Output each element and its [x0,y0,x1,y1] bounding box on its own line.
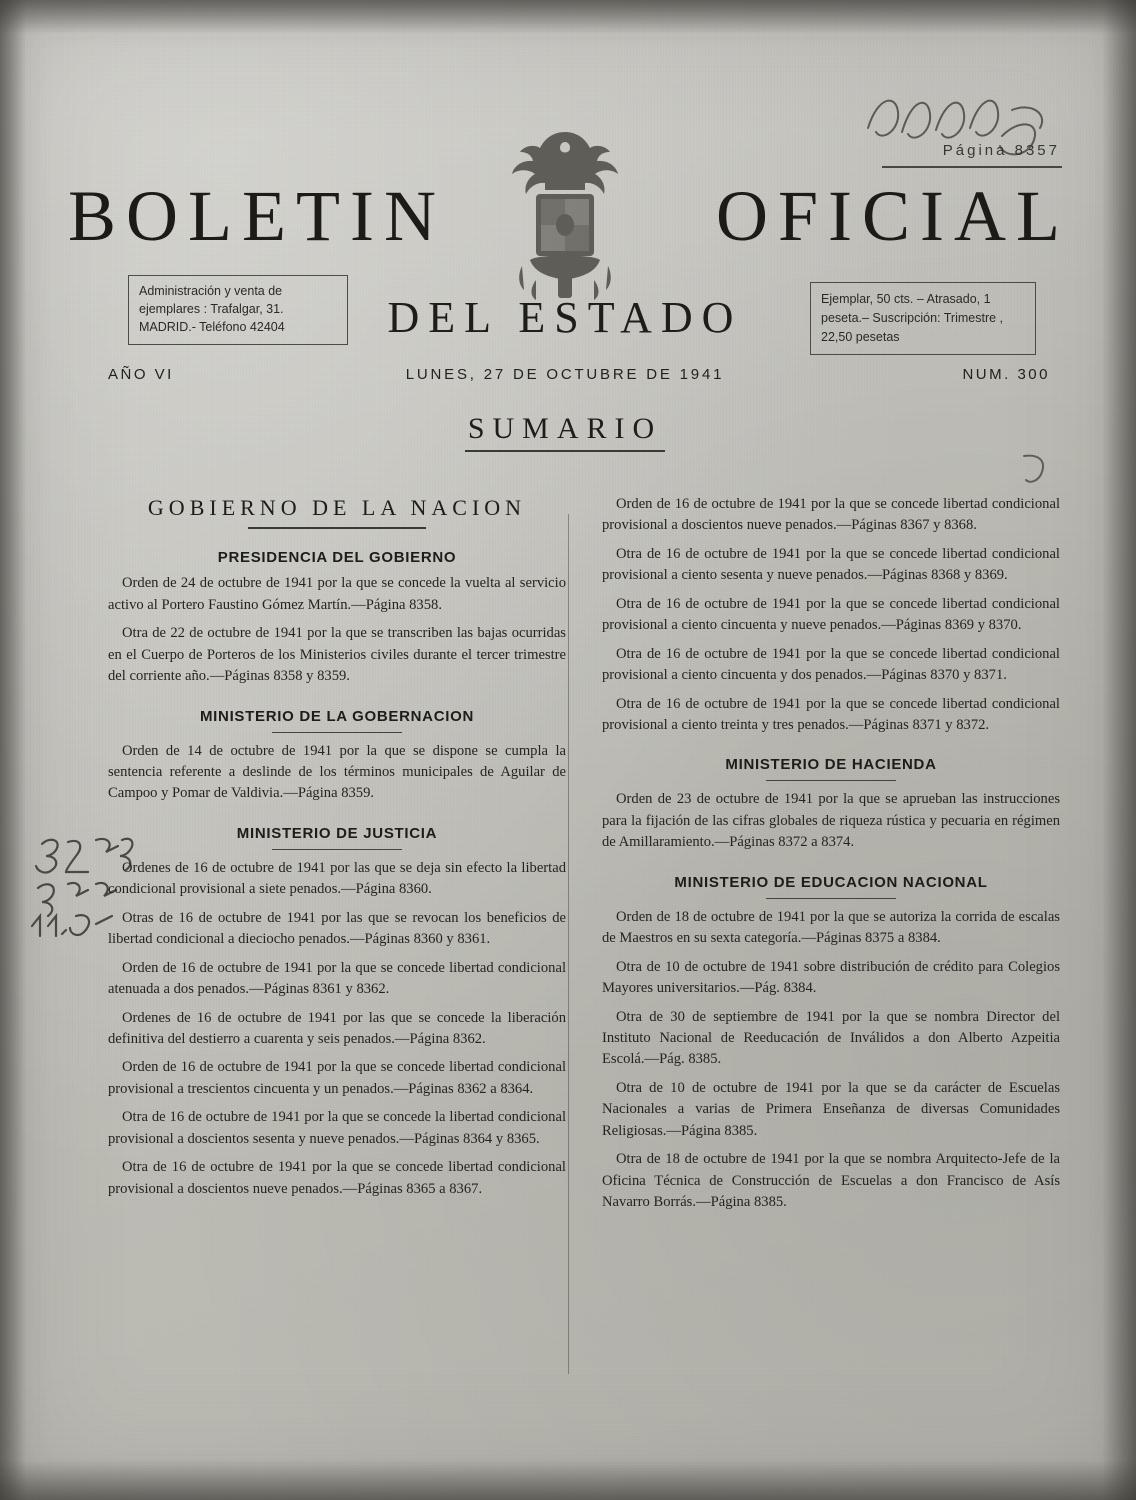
ministry-heading-educacion: MINISTERIO DE EDUCACION NACIONAL [674,873,988,891]
issue-info-row [60,366,1070,392]
left-column [106,492,568,1207]
masthead-title-left: BOLETIN [68,176,446,256]
masthead [60,30,1070,390]
summary-columns [60,492,1070,1432]
summary-entry[interactable]: Otra de 18 de octubre de 1941 por la que se nombra Arquitecto-Jefe de la Oficina Técnica de Construcción de Escuelas a don Francisco de Asís Navarro Borrás.—Página 8385. [602,1151,1060,1211]
masthead-subtitle: DEL ESTADO [387,293,743,342]
summary-entry[interactable]: Orden de 16 de octubre de 1941 por la que se concede libertad condicional provisional a doscientos nueve penados.—Páginas 8367 y 8368. [602,496,1060,534]
summary-entry[interactable]: Otras de 16 de octubre de 1941 por las que se revocan los beneficios de libertad condicional a dieciocho penados.—Páginas 8360 y 8361. [108,909,566,948]
summary-entry[interactable]: Otra de 22 de octubre de 1941 por la que se transcriben las bajas ocurridas en el Cuerpo de Porteros de los Ministerios civiles durante el tercer trimestre del corriente año.—Páginas 8358 y 8359. [108,625,566,685]
summary-entry[interactable]: Orden de 14 de octubre de 1941 por la que se dispone se cumpla la sentencia referente a deslinde de los términos municipales de Aguilar de Campoo y Pomar de Valdivia.—Página 8359. [108,742,566,802]
page-number-label: Página 8357 [942,142,1060,159]
ministry-rule [272,849,402,850]
masthead-title-right: OFICIAL [716,176,1070,256]
sumario-heading-wrap [60,412,1070,452]
ministry-heading-presidencia: PRESIDENCIA DEL GOBIERNO [217,549,457,567]
summary-entry[interactable]: Otra de 10 de octubre de 1941 sobre distribución de crédito para Colegios Mayores universitarios.—Pág. 8384. [602,958,1060,997]
sumario-rule [465,450,665,452]
ministry-heading-justicia: MINISTERIO DE JUSTICIA [236,824,438,842]
summary-entry[interactable]: Ordenes de 16 de octubre de 1941 por las que se deja sin efecto la libertad condicional provisional a siete penados.—Página 8360. [108,859,566,898]
government-heading: GOBIERNO DE LA NACION [147,495,527,520]
coat-of-arms-icon [500,120,630,305]
summary-entry[interactable]: Orden de 18 de octubre de 1941 por la que se autoriza la corrida de escalas de Maestros en su sexta categoría.—Páginas 8375 a 8384. [602,908,1060,947]
ministry-rule [272,732,402,733]
summary-entry[interactable]: Otra de 16 de octubre de 1941 por la que se concede libertad condicional provisional a ciento cincuenta y nueve penados.—Páginas 8369 y 8370. [602,595,1060,634]
summary-entry[interactable]: Otra de 30 de septiembre de 1941 por la que se nombra Director del Instituto Nacional de Reeducación de Inválidos a don Alberto Azpeitia Escolá.—Pág. 8385. [602,1008,1060,1068]
sumario-heading: SUMARIO [467,412,663,445]
ministry-heading-gobernacion: MINISTERIO DE LA GOBERNACION [199,707,475,725]
summary-entry[interactable]: Orden de 23 de octubre de 1941 por la que se aprueban las instrucciones para la fijación de las cifras globales de riqueza rústica y pecuaria en régimen de Amillaramiento.—Páginas 8372 a 8374. [602,791,1060,851]
price-info-box: Ejemplar, 50 cts. – Atrasado, 1 peseta.– Suscripción: Trimestre , 22,50 pesetas [810,282,1036,355]
page-edge-right [1102,0,1136,1500]
summary-entry[interactable]: Orden de 16 de octubre de 1941 por la que se concede libertad condicional atenuada a dos penados.—Páginas 8361 y 8362. [108,959,566,998]
ministry-rule [766,898,896,899]
summary-entry[interactable]: Orden de 24 de octubre de 1941 por la que se concede la vuelta al servicio activo al Portero Faustino Gómez Martín.—Página 8358. [108,575,566,613]
issue-number: NUM. 300 [962,366,1050,383]
issue-year: AÑO VI [108,366,174,383]
page-edge-left [0,0,26,1500]
summary-entry[interactable]: Otra de 16 de octubre de 1941 por la que se concede libertad condicional provisional a ciento treinta y tres penados.—Páginas 8371 y 8372. [602,695,1060,733]
summary-entry[interactable]: Ordenes de 16 de octubre de 1941 por las que se concede la liberación definitiva del destierro a cuarenta y seis penados.—Página 8362. [108,1009,566,1048]
ministry-rule [766,780,896,781]
page-edge-top [0,0,1136,34]
summary-entry[interactable]: Otra de 16 de octubre de 1941 por la que se concede la libertad condicional provisional a doscientos sesenta y nueve penados.—Páginas 8364 y 8365. [108,1109,566,1147]
admin-info-box: Administración y venta de ejemplares : Trafalgar, 31. MADRID.- Teléfono 42404 [128,275,348,345]
summary-entry[interactable]: Otra de 16 de octubre de 1941 por la que se concede libertad condicional provisional a ciento cincuenta y dos penados.—Páginas 8370 y 8371. [602,645,1060,684]
column-divider [568,514,569,1374]
summary-entry[interactable]: Otra de 16 de octubre de 1941 por la que se concede libertad condicional provisional a doscientos nueve penados.—Páginas 8365 a 8367. [108,1159,566,1197]
right-column [600,492,1062,1220]
page-content [60,30,1070,1450]
issue-date: LUNES, 27 DE OCTUBRE DE 1941 [405,366,725,383]
page-edge-bottom [0,1460,1136,1500]
government-heading-rule [248,527,426,529]
summary-entry[interactable]: Otra de 16 de octubre de 1941 por la que se concede libertad condicional provisional a ciento sesenta y nueve penados.—Páginas 8368 y 8369. [602,545,1060,584]
handwritten-mark-icon [1016,450,1056,490]
ministry-heading-hacienda: MINISTERIO DE HACIENDA [725,756,937,774]
summary-entry[interactable]: Orden de 16 de octubre de 1941 por la que se concede libertad condicional provisional a trescientos cincuenta y un penados.—Páginas 8362 a 8364. [108,1059,566,1097]
page-number-rule [882,166,1062,168]
summary-entry[interactable]: Otra de 10 de octubre de 1941 por la que se da carácter de Escuelas Nacionales a varias de Primera Enseñanza de diversas Comunidades Religiosas.—Página 8385. [602,1079,1060,1139]
